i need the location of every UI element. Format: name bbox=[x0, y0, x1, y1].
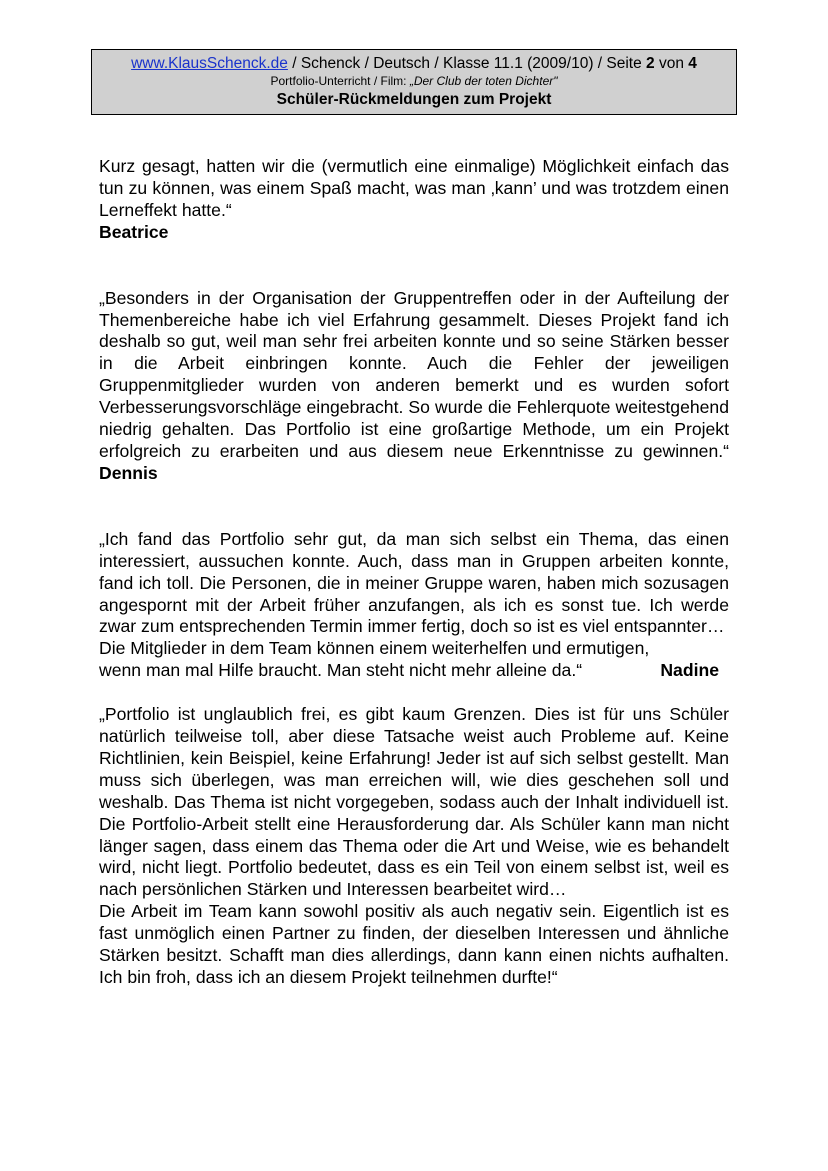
feedback-content bbox=[99, 156, 729, 989]
entry-nadine bbox=[99, 529, 729, 682]
entry-anonymous bbox=[99, 704, 729, 989]
entry-author: Beatrice bbox=[99, 221, 169, 242]
entry-author: Dennis bbox=[99, 462, 158, 483]
header-course: / Schenck / Deutsch / Klasse 11.1 (2009/10) / Seite bbox=[287, 55, 647, 72]
entry-text: „Portfolio ist unglaublich frei, es gibt kaum Grenzen. Dies ist für uns Schüler natürlich teilweise toll, aber diese Tatsache weist auch Probleme auf. Keine Richtlinien, kein Beispiel, keine Erfahrung! Jeder ist auf sich selbst gestellt. Man muss sich überlegen, was man erreichen will, wie dies geschehen soll und weshalb. Das Thema ist nicht vorgegeben, sodass auch der Inhalt individuell ist. Die Portfolio-Arbeit stellt eine Herausforderung dar. Als Schüler kann man nicht länger sagen, dass einem das Thema oder die Art und Weise, wie es behandelt wird, nicht liegt. Portfolio bedeutet, dass es ein Teil von einem selbst ist, weil es nach persönlichen Stärken und Interessen bearbeitet wird… bbox=[99, 704, 729, 900]
film-title: „Der Club der toten Dichter" bbox=[409, 74, 558, 88]
entry-author: Nadine bbox=[660, 660, 719, 681]
subtitle-prefix: Portfolio-Unterricht / Film: bbox=[270, 74, 410, 88]
entry-text-3: wenn man mal Hilfe braucht. Man steht nicht mehr alleine da.“ bbox=[99, 660, 583, 681]
entry-text-2: Die Mitglieder in dem Team können einem weiterhelfen und ermutigen, bbox=[99, 638, 650, 659]
entry-text: Kurz gesagt, hatten wir die (vermutlich eine einmalige) Möglichkeit einfach das tun zu können, was einem Spaß macht, was man ‚kann’ und was trotzdem einen Lerneffekt hatte.“ bbox=[99, 156, 729, 220]
entry-text bbox=[99, 288, 729, 485]
website-link[interactable]: www.KlausSchenck.de bbox=[131, 55, 288, 72]
page-of: von bbox=[654, 55, 689, 72]
entry-text-2: Die Arbeit im Team kann sowohl positiv als auch negativ sein. Eigentlich ist es fast unmöglich einen Partner zu finden, der dieselben Interessen und ähnliche Stärken besitzt. Schafft man dies allerdings, dann kann einen nichts aufhalten. Ich bin froh, dass ich an diesem Projekt teilnehmen durfte!“ bbox=[99, 901, 729, 987]
page-header bbox=[91, 49, 737, 115]
entry-text: „Ich fand das Portfolio sehr gut, da man sich selbst ein Thema, das einen interessiert, aussuchen konnte. Auch, dass man in Gruppen arbeiten konnte, fand ich toll. Die Personen, die in meiner Gruppe waren, haben mich sozusagen angespornt mit der Arbeit früher anzufangen, als ich es sonst tue. Ich werde zwar zum entsprechenden Termin immer fertig, doch so ist es viel entspannter… bbox=[99, 528, 729, 637]
header-subtitle bbox=[92, 74, 736, 89]
header-course-line bbox=[92, 55, 736, 73]
page-title: Schüler-Rückmeldungen zum Projekt bbox=[276, 91, 552, 108]
entry-body: „Besonders in der Organisation der Gruppentreffen oder in der Aufteilung der Themenbereiche habe ich viel Erfahrung gesammelt. Dieses Projekt fand ich deshalb so gut, weil man sehr frei arbeiten konnte und so seine Stärken besser in die Arbeit einbringen konnte. Auch die Fehler der jeweiligen Gruppenmitglieder wurden von anderen bemerkt und es wurden sofort Verbesserungsvorschläge eingebracht. So wurde die Fehlerquote weitestgehend niedrig gehalten. Das Portfolio ist eine großartige Methode, um ein Projekt erfolgreich zu erarbeiten und aus diesem neue Erkenntnisse zu gewinnen.“ bbox=[99, 287, 729, 461]
entry-dennis bbox=[99, 288, 729, 485]
page-current: 2 bbox=[646, 55, 655, 72]
entry-closing-line bbox=[99, 660, 729, 682]
entry-beatrice bbox=[99, 156, 729, 244]
page-total: 4 bbox=[688, 55, 697, 72]
